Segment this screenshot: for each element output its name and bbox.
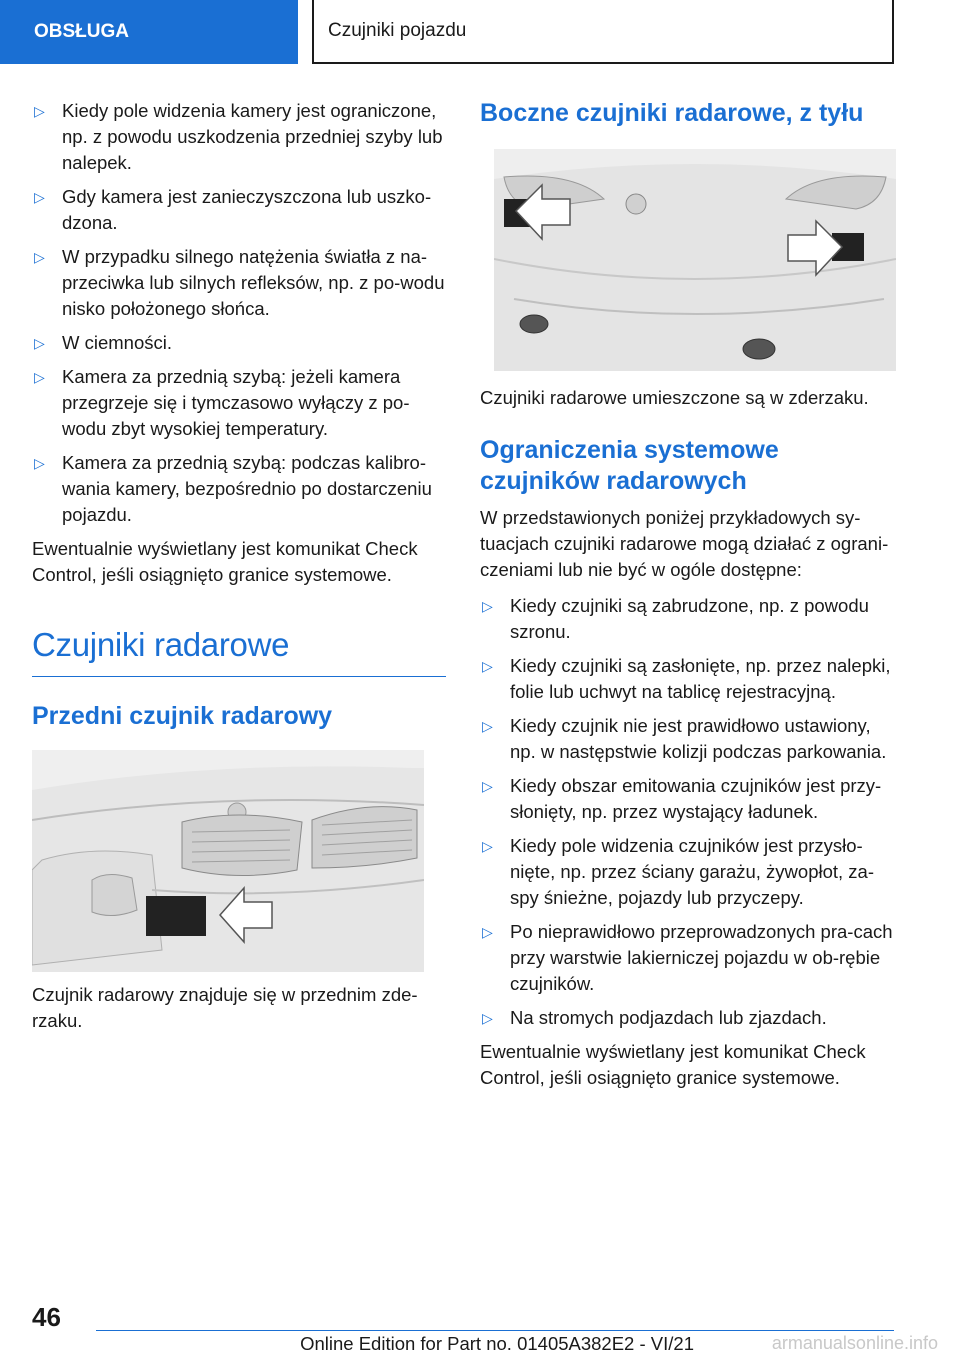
bullet-triangle-icon: ▷ xyxy=(34,189,45,205)
front-sensor-heading: Przedni czujnik radarowy xyxy=(32,702,333,730)
right-column xyxy=(480,98,896,1101)
bullet-triangle-icon: ▷ xyxy=(34,249,45,265)
bullet-triangle-icon: ▷ xyxy=(34,335,45,351)
bullet-triangle-icon: ▷ xyxy=(482,924,493,940)
list-item: ▷ Kiedy obszar emitowania czujników jest przy-słonięty, np. przez wystający ładunek. xyxy=(482,775,882,822)
front-bumper-illustration xyxy=(32,750,424,972)
front-bumper-figure xyxy=(32,750,424,972)
section-tab xyxy=(0,0,298,64)
edition-label: Online Edition for Part no. 01405A382E2 - VI/21 xyxy=(300,1333,694,1354)
section-heading: Czujniki radarowe xyxy=(32,626,446,677)
chapter-title: Czujniki pojazdu xyxy=(328,20,467,41)
rear-bumper-figure xyxy=(494,149,896,371)
bullet-triangle-icon: ▷ xyxy=(482,778,493,794)
chapter-title-box xyxy=(312,0,894,64)
page-number: 46 xyxy=(32,1302,61,1332)
list-item: ▷ W przypadku silnego natężenia światła z na-przeciwka lub silnych refleksów, np. z po-wodu nisko położonego słońca. xyxy=(34,246,445,319)
list-item: ▷ Po nieprawidłowo przeprowadzonych pra-cach przy warstwie lakierniczej pojazdu w ob-rębie czujników. xyxy=(482,921,893,994)
check-control-note: Ewentualnie wyświetlany jest komunikat Check Control, jeśli osiągnięto granice systemowe. xyxy=(480,1041,866,1088)
system-limits-intro: W przedstawionych poniżej przykładowych sy-tuacjach czujniki radarowe mogą działać z ograni-czeniami lub nie być w ogóle dostępne: xyxy=(480,507,889,580)
list-item: ▷ Kiedy czujnik nie jest prawidłowo ustawiony, np. w następstwie kolizji podczas parkowania. xyxy=(482,715,887,762)
front-sensor-caption: Czujnik radarowy znajduje się w przednim zde-rzaku. xyxy=(32,984,418,1031)
bullet-triangle-icon: ▷ xyxy=(482,1010,493,1026)
bullet-triangle-icon: ▷ xyxy=(34,455,45,471)
bullet-triangle-icon: ▷ xyxy=(482,838,493,854)
section-label: OBSŁUGA xyxy=(34,21,129,42)
watermark: armanualsonline.info xyxy=(771,1333,938,1353)
bullet-triangle-icon: ▷ xyxy=(34,103,45,119)
list-item: ▷ Kamera za przednią szybą: jeżeli kamera przegrzeje się i tymczasowo wyłączy z po-wodu zbyt wysokiej temperatury. xyxy=(34,366,410,439)
bullet-triangle-icon: ▷ xyxy=(482,598,493,614)
list-item: ▷ Kiedy czujniki są zabrudzone, np. z powodu szronu. xyxy=(482,595,869,642)
system-limits-heading: Ograniczenia systemowe czujników radarowych xyxy=(480,436,779,495)
list-item: ▷ Gdy kamera jest zanieczyszczona lub uszko-dzona. xyxy=(34,186,432,233)
list-item: ▷ W ciemności. xyxy=(32,330,446,356)
check-control-note: Ewentualnie wyświetlany jest komunikat Check Control, jeśli osiągnięto granice systemowe. xyxy=(32,538,418,585)
left-column xyxy=(32,98,446,1034)
radar-limits-list xyxy=(480,593,896,1031)
radar-sensor-marker xyxy=(146,896,206,936)
bullet-triangle-icon: ▷ xyxy=(482,718,493,734)
list-item: ▷ Na stromych podjazdach lub zjazdach. xyxy=(480,1005,896,1031)
bullet-triangle-icon: ▷ xyxy=(482,658,493,674)
bullet-triangle-icon: ▷ xyxy=(34,369,45,385)
camera-limits-list xyxy=(32,98,446,528)
rear-bumper-illustration xyxy=(494,149,896,371)
list-item: ▷ Kiedy pole widzenia kamery jest ograniczone, np. z powodu uszkodzenia przedniej szyby lub nalepek. xyxy=(34,100,443,173)
rear-sensor-heading: Boczne czujniki radarowe, z tyłu xyxy=(480,99,864,127)
list-item: ▷ Kamera za przednią szybą: podczas kalibro-wania kamery, bezpośrednio po dostarczeniu pojazdu. xyxy=(34,452,432,525)
list-item: ▷ Kiedy czujniki są zasłonięte, np. przez nalepki, folie lub uchwyt na tablicę rejestracyjną. xyxy=(482,655,891,702)
footer-divider xyxy=(96,1330,894,1331)
list-item: ▷ Kiedy pole widzenia czujników jest przysło-nięte, np. przez ściany garażu, żywopłot, za-spy śnieżne, pojazdy lub przyczepy. xyxy=(482,835,875,908)
rear-sensor-caption: Czujniki radarowe umieszczone są w zderzaku. xyxy=(480,387,869,408)
